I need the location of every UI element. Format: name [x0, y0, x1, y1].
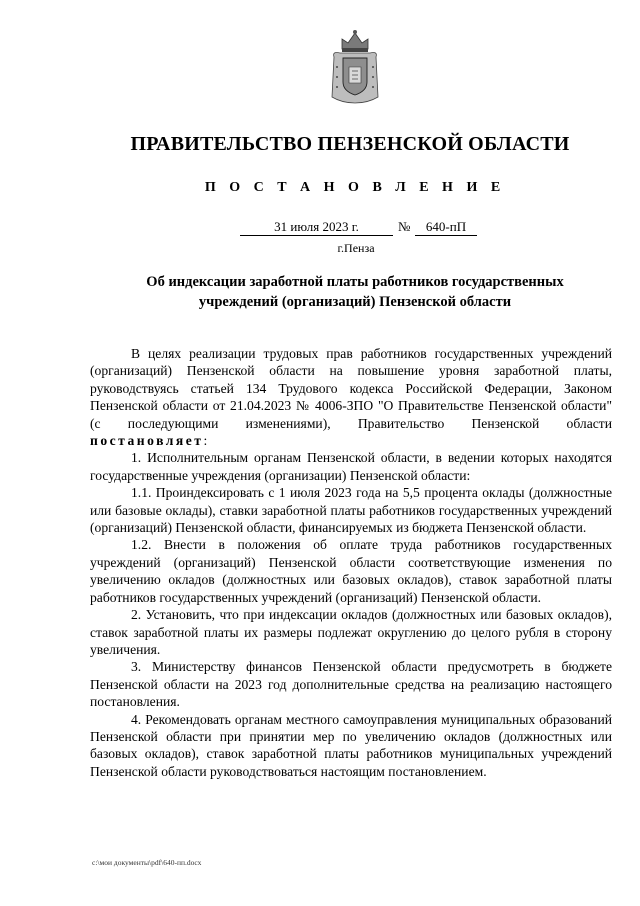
- item-4: 4. Рекомендовать органам местного самоуправления муниципальных образований Пензенской области при принятии мер по увеличению окладов (должностных или базовых окладов), ставок заработной платы работников муниципальных учреждений Пензенской области руководствоваться настоящим постановлением.: [90, 711, 612, 779]
- document-subject: [120, 272, 590, 312]
- penza-region-coat-of-arms-icon: [328, 27, 382, 107]
- file-path-footer: c:\мои документы\pdf\640-пп.docx: [92, 858, 202, 867]
- item-3: 3. Министерству финансов Пензенской области предусмотреть в бюджете Пензенской области на 2023 год дополнительные средства на реализацию настоящего постановления.: [90, 659, 612, 710]
- number-sign: №: [398, 219, 411, 234]
- subject-line-1: Об индексации заработной платы работников государственных: [146, 274, 564, 290]
- item-2: 2. Установить, что при индексации окладов (должностных или базовых окладов), ставок заработной платы их размеры подлежат округлению до целого рубля в сторону увеличения.: [90, 607, 612, 657]
- item-1-1: 1.1. Проиндексировать с 1 июля 2023 года на 5,5 процента оклады (должностные или базовые оклады), ставки заработной платы работников государственных учреждений (организаций) Пензенской области, финансируемых из бюджета Пензенской области.: [90, 485, 612, 536]
- document-date: 31 июля 2023 г.: [240, 219, 393, 236]
- item-1-2: 1.2. Внести в положения об оплате труда работников государственных учреждений (организаций) Пензенской области соответствующие изменения по увеличению окладов (должностных или базовых окладов), ставок заработной платы работников государственных учреждений (организаций) Пензенской области.: [90, 537, 612, 605]
- preamble-text: В целях реализации трудовых прав работников государственных учреждений (организаций) Пензенской области на повышение уровня заработной платы, руководствуясь статьей 134 Трудового кодекса Российской Федерации, Законом Пензенской области от 21.04.2023 № 4006-ЗПО "О Правительстве Пензенской области" (с последующими изменениями), Правительство Пензенской области: [90, 346, 612, 431]
- decree-colon: :: [203, 433, 208, 449]
- decree-word: постановляет: [90, 433, 204, 449]
- preamble-paragraph: [90, 345, 612, 449]
- document-city: г.Пенза: [337, 241, 375, 255]
- document-type: П О С Т А Н О В Л Е Н И Е: [204, 180, 506, 195]
- document-body: [90, 345, 612, 780]
- subject-line-2: учреждений (организаций) Пензенской области: [198, 294, 512, 310]
- item-1: 1. Исполнительным органам Пензенской области, в ведении которых находятся государственные учреждения (организации) Пензенской области:: [90, 450, 612, 483]
- government-title: ПРАВИТЕЛЬСТВО ПЕНЗЕНСКОЙ ОБЛАСТИ: [130, 133, 570, 155]
- document-number: 640-пП: [415, 219, 477, 236]
